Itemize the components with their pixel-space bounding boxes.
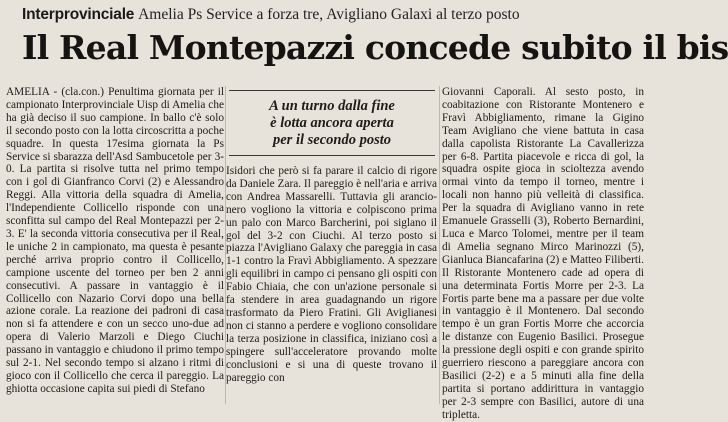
- article-column-2: [226, 165, 437, 405]
- column-1-text: [6, 86, 224, 396]
- column-3-body: Giovanni Caporali. Al sesto posto, in coabitazione con Ristorante Montenero e Fravì Abbigliamento, rimane la Gigino Team Avigliano che viene battuta in casa dalla capolista Ristorante La Cavallerizza per 6-8. Partita piacevole e ricca di gol, la squadra ospite gioca in scioltezza avendo ormai vinto da tempo il torneo, mentre i locali non hanno più velleità di classifica. Per la squadra di Avigliano vanno in rete Emanuele Grasselli (3), Roberto Bernardini, Luca e Marco Tolomei, mentre per il team di Amelia segnano Mirco Marinozzi (5), Gianluca Biancafarina (2) e Matteo Filiberti. Il Ristorante Montenero cade ad opera di una determinata Fortis Morre per 2-3. La Fortis parte bene ma a passare per due volte in vantaggio è il Montenero. Dal secondo tempo è un gran Fortis Morre che accorcia le distanze con Eugenio Basilici. Prosegue la pressione degli ospiti e con grande spirito guerriero riescono a pareggiare ancora con Basilici (2-2) e a 5 minuti alla fine della partita si portano addirittura in vantaggio per 2-3 sempre con Basilici, autore di una tripletta.: [442, 86, 645, 421]
- column-1-body: - (cla.con.) Penultima giornata per il campionato Interprovinciale Uisp di Amelia che ha già deciso il suo campione. In ballo c'è solo il secondo posto con la lotta circoscritta a poche squadre. In questa 17esima giornata la Ps Service si sbarazza dell'Asd Sambucetole per 3-0. La partita si risolve tutta nel primo tempo con i gol di Gianfranco Corvi (2) e Alessandro Reggi. Alla vittoria della squadra di Amelia, l'Independiente Collicello risponde con una sconfitta sul campo del Real Montepazzi per 2-3. E' la seconda vittoria consecutiva per il Real, le uniche 2 in campionato, ma questa è pesante perché arriva proprio contro il Collicello, campione uscente del torneo per ben 2 anni consecutivi. A passare in vantaggio è il Collicello con Nazario Corvi dopo una bella azione corale. La reazione dei padroni di casa non si fa attendere e con un secco uno-due ad opera di Valerio Marzoli e Diego Ciuchi passano in vantaggio e chiudono il primo tempo sul 2-1. Nel secondo tempo si alzano i ritmi di gioco con il Collicello che cerca il pareggio. La ghiotta occasione capita sui piedi di Stefano: [6, 86, 224, 395]
- kicker-subheadline: Amelia Ps Service a forza tre, Avigliano Galaxi al terzo posto: [138, 6, 520, 23]
- headline: Il Real Montepazzi concede subito il bis: [22, 28, 728, 67]
- dateline: AMELIA: [6, 86, 50, 98]
- column-divider-right: [439, 86, 440, 404]
- pull-quote-line-1: A un turno dalla fine: [269, 98, 395, 114]
- pull-quote-line-2: è lotta ancora aperta: [270, 115, 394, 131]
- pull-quote: [229, 90, 435, 156]
- article-column-3: [442, 86, 645, 421]
- article-column-1: [6, 86, 224, 404]
- section-label: Interprovinciale: [22, 6, 135, 23]
- kicker-line: [22, 6, 642, 24]
- pull-quote-line-3: per il secondo posto: [272, 132, 391, 148]
- column-2-body: Isidori che però si fa parare il calcio di rigore da Daniele Zara. Il pareggio è nell'aria e arriva con Andrea Massarelli. Tuttavia gli arancio-nero vogliono la vittoria e colpiscono prima un palo con Marco Barcherini, poi siglano il gol del 3-2 con Ciuchi. Al terzo posto si piazza l'Avigliano Galaxy che pareggia in casa 1-1 contro la Fravì Abbigliamento. A spezzare gli equilibri in campo ci pensano gli ospiti con Fabio Chiaia, che con un'azione personale si fa stendere in area guadagnando un rigore trasformato da Piero Fratini. Gli Aviglianesi non ci stanno a perdere e vogliono consolidare la terza posizione in classifica, iniziano così a spingere sull'acceleratore provando molte conclusioni e si una di queste trovano il pareggio con: [226, 165, 437, 384]
